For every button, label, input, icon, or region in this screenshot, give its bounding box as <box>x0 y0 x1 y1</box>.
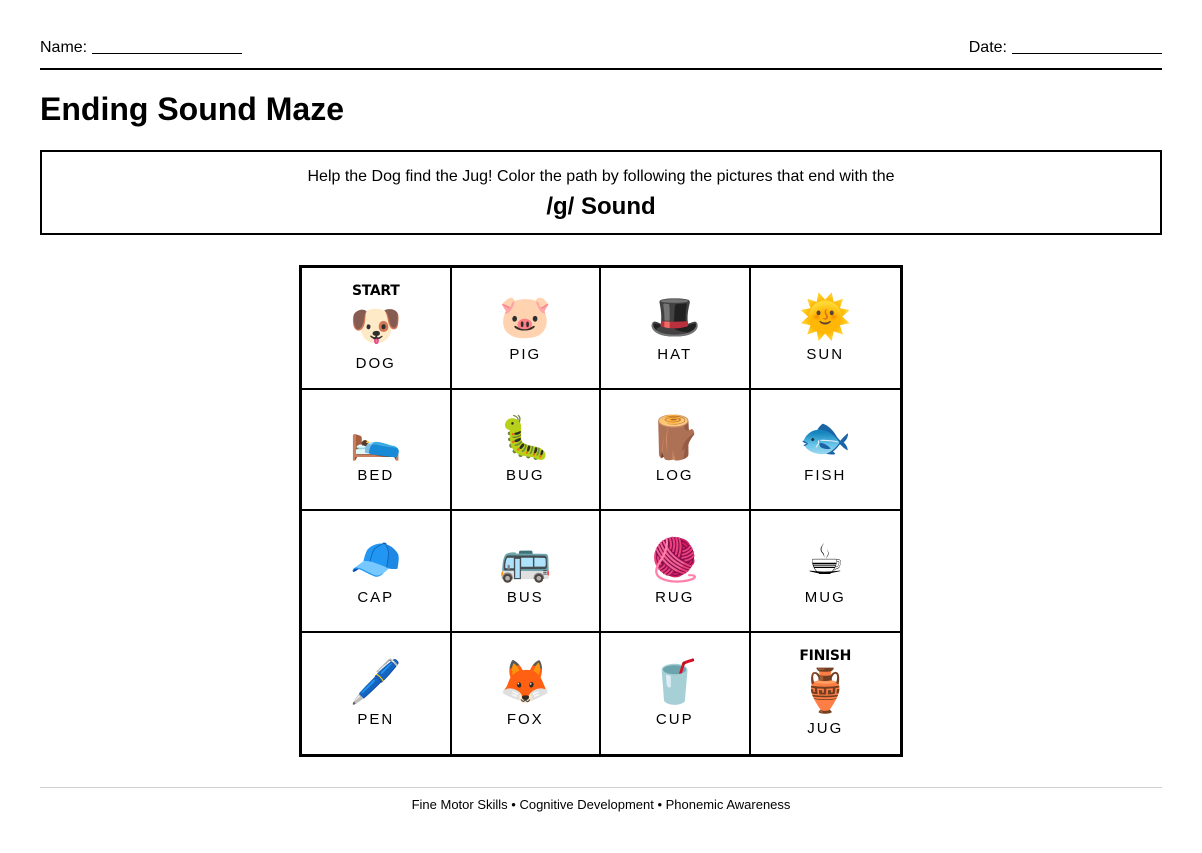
log-wood-icon: 🪵 <box>648 414 701 462</box>
cell-word: CAP <box>357 588 395 606</box>
maze-cell-cap[interactable] <box>302 511 452 633</box>
maze-cell-bed[interactable] <box>302 390 452 512</box>
maze-cell-fox[interactable] <box>452 633 602 755</box>
maze-cell-dog[interactable] <box>302 268 452 390</box>
cell-word: PEN <box>357 711 395 729</box>
caterpillar-bug-icon: 🐛 <box>499 414 552 462</box>
maze-cell-log[interactable] <box>601 390 751 512</box>
maze-cell-bus[interactable] <box>452 511 602 633</box>
maze-grid <box>299 265 903 757</box>
pig-face-icon: 🐷 <box>499 292 552 340</box>
maze-cell-bug[interactable] <box>452 390 602 512</box>
cell-word: BUG <box>505 467 545 485</box>
cell-word: HAT <box>657 345 693 363</box>
finish-label: FINISH <box>799 648 852 665</box>
cell-word: DOG <box>355 354 396 372</box>
fox-face-icon: 🦊 <box>499 658 552 706</box>
pen-icon: 🖊️ <box>349 658 402 706</box>
cell-word: FOX <box>506 711 544 729</box>
sun-icon: 🌞 <box>799 292 852 340</box>
cell-word: CUP <box>655 711 694 729</box>
cell-word: PIG <box>509 345 542 363</box>
maze-cell-jug[interactable] <box>751 633 901 755</box>
cell-word: FISH <box>804 467 847 485</box>
maze-cell-pig[interactable] <box>452 268 602 390</box>
maze-cell-cup[interactable] <box>601 633 751 755</box>
amphora-jug-icon: 🏺 <box>799 667 852 715</box>
yarn-rug-icon: 🧶 <box>648 535 701 583</box>
cell-word: BED <box>357 467 395 485</box>
cell-word: SUN <box>806 345 845 363</box>
date-label: Date: <box>968 39 1007 56</box>
fish-icon: 🐟 <box>799 414 852 462</box>
maze-cell-mug[interactable] <box>751 511 901 633</box>
cell-word: JUG <box>807 720 844 738</box>
dog-face-icon: 🐶 <box>349 301 402 349</box>
bus-icon: 🚌 <box>499 535 552 583</box>
baseball-cap-icon: 🧢 <box>349 535 402 583</box>
name-label: Name: <box>40 39 88 56</box>
page-title: Ending Sound Maze <box>40 91 344 127</box>
maze-cell-sun[interactable] <box>751 268 901 390</box>
date-field[interactable] <box>969 38 1162 58</box>
maze-cell-hat[interactable] <box>601 268 751 390</box>
cell-word: RUG <box>655 588 695 606</box>
instructions-text: Help the Dog find the Jug! Color the path by following the pictures that end with the <box>307 168 895 185</box>
worksheet-header <box>40 38 1162 70</box>
footer-divider <box>40 787 1162 788</box>
cell-word: LOG <box>655 467 694 485</box>
cup-with-straw-icon: 🥤 <box>648 658 701 706</box>
mug-icon: ☕ <box>806 535 845 583</box>
top-hat-icon: 🎩 <box>648 292 701 340</box>
name-field[interactable] <box>40 38 242 58</box>
cell-word: MUG <box>804 588 846 606</box>
maze-cell-rug[interactable] <box>601 511 751 633</box>
cell-word: BUS <box>506 588 544 606</box>
maze-cell-fish[interactable] <box>751 390 901 512</box>
start-label: START <box>351 282 400 299</box>
date-blank-line[interactable] <box>1012 40 1162 54</box>
name-blank-line[interactable] <box>92 40 242 54</box>
bed-icon: 🛌 <box>349 414 402 462</box>
target-sound: /g/ Sound <box>546 193 656 220</box>
maze-cell-pen[interactable] <box>302 633 452 755</box>
footer-skills: Fine Motor Skills • Cognitive Development • Phonemic Awareness <box>411 797 791 812</box>
instructions-box <box>40 150 1162 235</box>
